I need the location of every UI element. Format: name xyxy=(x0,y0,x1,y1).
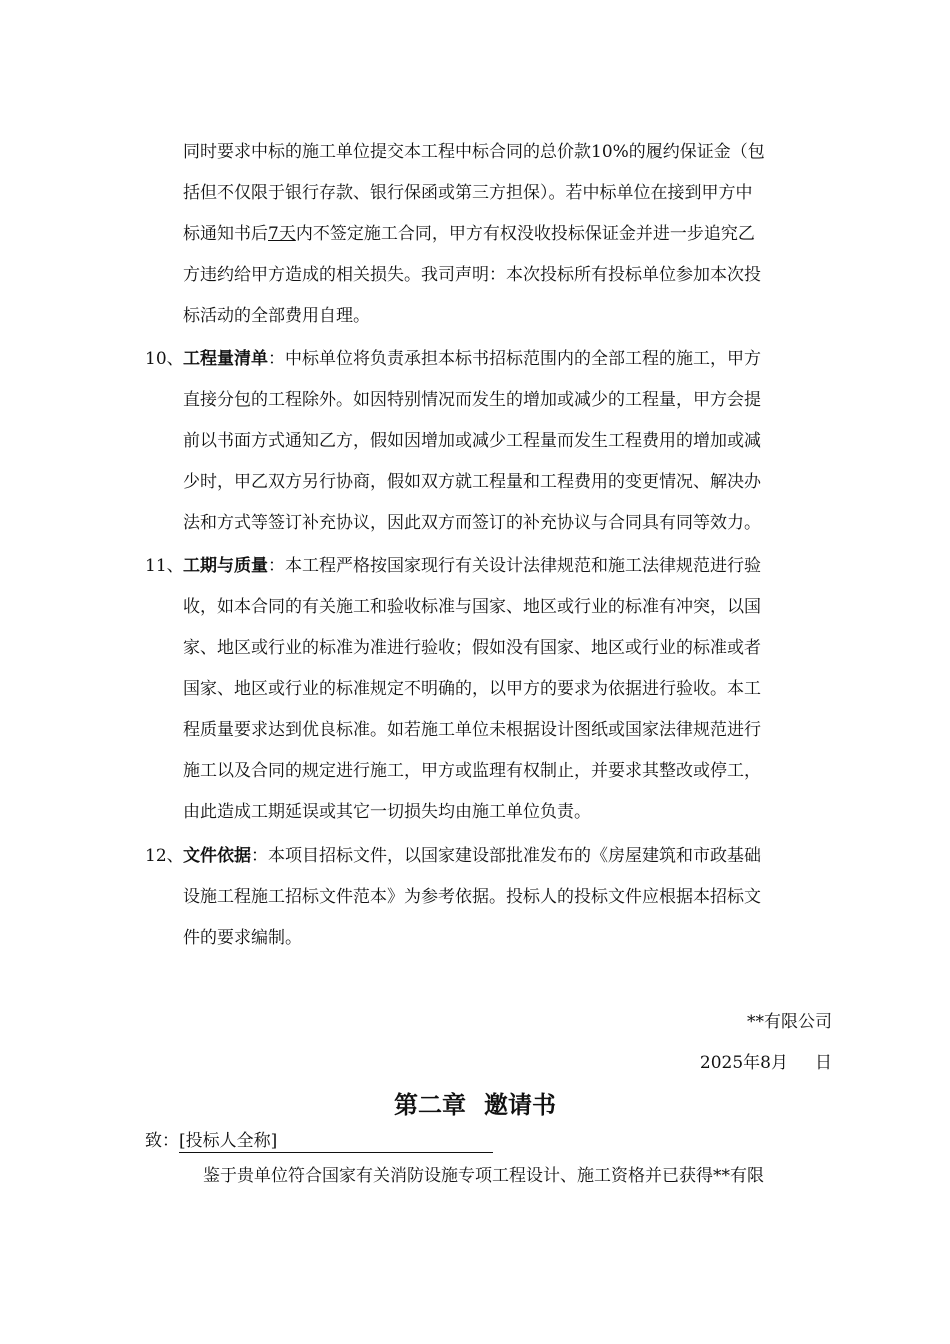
item9-line-2: 括但不仅限于银行存款、银行保函或第三方担保）。若中标单位在接到甲方中 xyxy=(183,183,753,203)
chapter-name: 邀请书 xyxy=(484,1091,556,1119)
item9-line-4: 方违约给甲方造成的相关损失。我司声明：本次投标所有投标单位参加本次投 xyxy=(183,265,761,285)
item11-number: 11、 xyxy=(145,556,184,576)
item10-text-1: 中标单位将负责承担本标书招标范围内的全部工程的施工，甲方 xyxy=(285,349,761,369)
item9-line-3a: 标通知书后 xyxy=(183,224,268,244)
item12-line-3: 件的要求编制。 xyxy=(183,928,302,948)
item11-line-3: 家、地区或行业的标准为准进行验收；假如没有国家、地区或行业的标准或者 xyxy=(183,638,761,658)
item9-line-3 xyxy=(183,223,755,245)
item10-number: 10、 xyxy=(145,349,184,369)
item11-line-6: 施工以及合同的规定进行施工，甲方或监理有权制止，并要求其整改或停工， xyxy=(183,761,761,781)
item12-line-1 xyxy=(183,845,761,867)
item11-line-5: 程质量要求达到优良标准。如若施工单位未根据设计图纸或国家法律规范进行 xyxy=(183,720,761,740)
item9-line-3b: 内不签定施工合同，甲方有权没收投标保证金并进一步追究乙 xyxy=(295,224,755,244)
item10-line-5: 法和方式等签订补充协议，因此双方而签订的补充协议与合同具有同等效力。 xyxy=(183,513,761,533)
signature-company: **有限公司 xyxy=(747,1012,832,1032)
signature-date: 2025年8月 日 xyxy=(699,1053,832,1073)
item11-text-1: 本工程严格按国家现行有关设计法律规范和施工法律规范进行验 xyxy=(285,556,761,576)
invitation-line-1: 鉴于贵单位符合国家有关消防设施专项工程设计、施工资格并已获得**有限 xyxy=(203,1166,764,1186)
item10-line-4: 少时，甲乙双方另行协商，假如双方就工程量和工程费用的变更情况、解决办 xyxy=(183,472,761,492)
item10-colon: ： xyxy=(268,349,285,369)
item11-line-2: 收，如本合同的有关施工和验收标准与国家、地区或行业的标准有冲突，以国 xyxy=(183,597,761,617)
item12-heading: 文件依据 xyxy=(183,846,251,866)
addressee-blank xyxy=(179,1130,493,1153)
contract-days: 7天 xyxy=(268,224,296,244)
item11-colon: ： xyxy=(268,556,285,576)
item10-line-1 xyxy=(183,348,761,370)
item12-number: 12、 xyxy=(145,846,184,866)
chapter-title xyxy=(0,1090,950,1120)
item10-heading: 工程量清单 xyxy=(183,349,268,369)
addressee-name: [投标人全称] xyxy=(179,1131,278,1151)
item11-line-4: 国家、地区或行业的标准规定不明确的，以甲方的要求为依据进行验收。本工 xyxy=(183,679,761,699)
item12-line-2: 设施工程施工招标文件范本》为参考依据。投标人的投标文件应根据本招标文 xyxy=(183,887,761,907)
item12-colon: ： xyxy=(251,846,268,866)
item10-line-3: 前以书面方式通知乙方，假如因增加或减少工程量而发生工程费用的增加或减 xyxy=(183,431,761,451)
item12-text-1: 本项目招标文件，以国家建设部批准发布的《房屋建筑和市政基础 xyxy=(268,846,761,866)
chapter-number: 第二章 xyxy=(394,1091,466,1119)
item9-line-5: 标活动的全部费用自理。 xyxy=(183,306,370,326)
item11-line-1 xyxy=(183,555,761,577)
addressee-line xyxy=(145,1130,493,1153)
item10-line-2: 直接分包的工程除外。如因特别情况而发生的增加或减少的工程量，甲方会提 xyxy=(183,390,761,410)
item11-line-7: 由此造成工期延误或其它一切损失均由施工单位负责。 xyxy=(183,802,591,822)
addressee-label: 致： xyxy=(145,1131,179,1151)
item11-heading: 工期与质量 xyxy=(183,556,268,576)
item9-line-1: 同时要求中标的施工单位提交本工程中标合同的总价款10%的履约保证金（包 xyxy=(183,142,765,162)
